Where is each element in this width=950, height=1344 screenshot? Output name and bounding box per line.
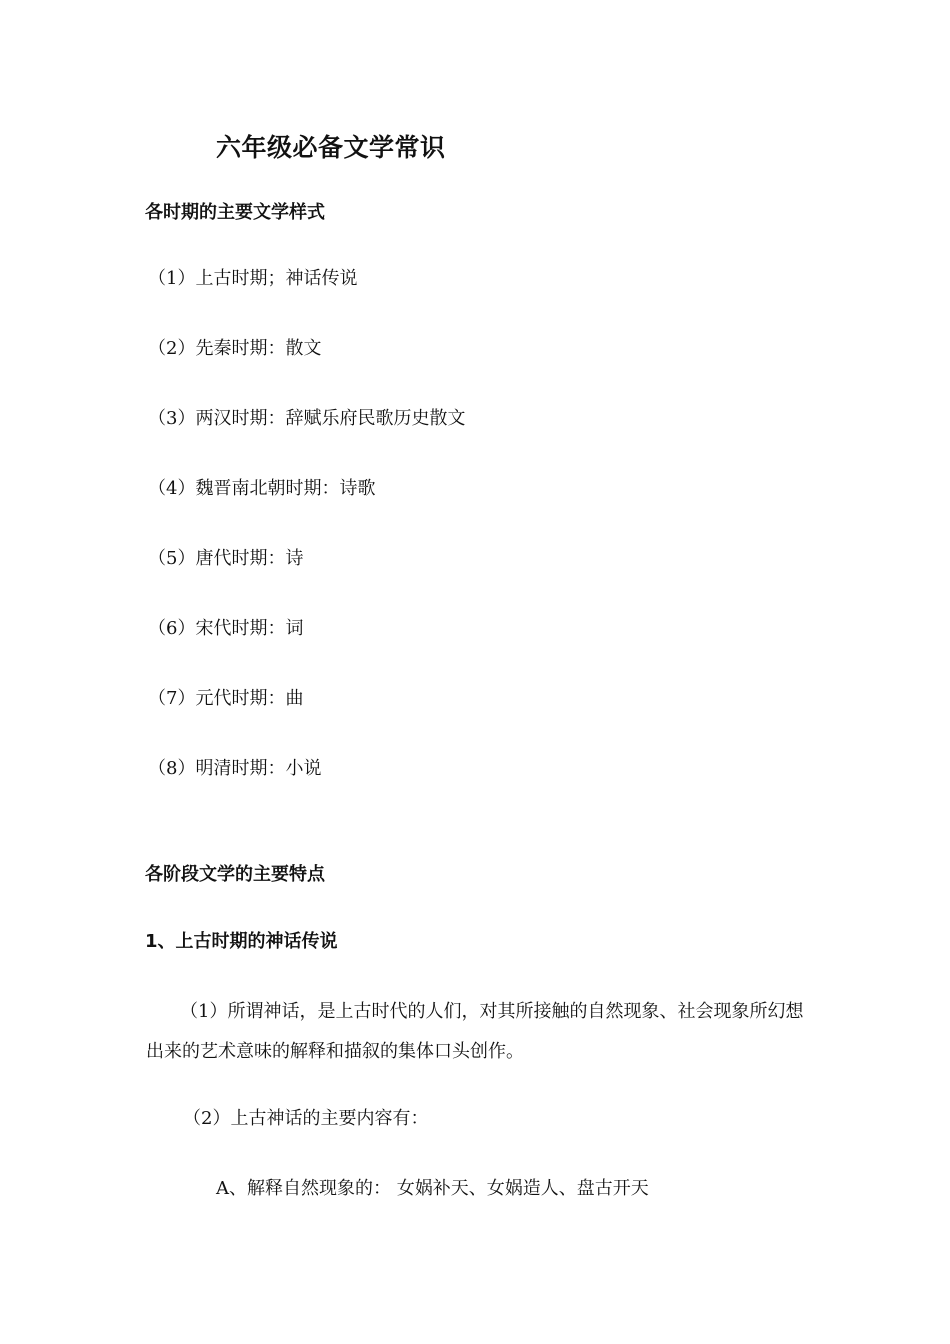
section-heading-features: 各阶段文学的主要特点 — [145, 864, 325, 885]
list-item: （1）上古时期；神话传说 — [148, 268, 358, 289]
list-item: （3）两汉时期：辞赋乐府民歌历史散文 — [148, 408, 466, 429]
paragraph-line: 出来的艺术意味的解释和描叙的集体口头创作。 — [146, 1041, 524, 1062]
subsection-heading: 1、上古时期的神话传说 — [145, 931, 338, 952]
list-item: （5）唐代时期：诗 — [148, 548, 304, 569]
paragraph-line: （1）所谓神话，是上古时代的人们，对其所接触的自然现象、社会现象所幻想 — [180, 1001, 804, 1022]
list-item: （6）宋代时期：词 — [148, 618, 304, 639]
paragraph: A、解释自然现象的： 女娲补天、女娲造人、盘古开天 — [216, 1178, 649, 1199]
list-item: （8）明清时期：小说 — [148, 758, 322, 779]
list-item: （4）魏晋南北朝时期：诗歌 — [148, 478, 376, 499]
paragraph: （2）上古神话的主要内容有： — [183, 1108, 429, 1129]
list-item: （2）先秦时期：散文 — [148, 338, 322, 359]
document-title: 六年级必备文学常识 — [216, 133, 446, 162]
section-heading-literary-forms: 各时期的主要文学样式 — [145, 202, 325, 223]
list-item: （7）元代时期：曲 — [148, 688, 304, 709]
